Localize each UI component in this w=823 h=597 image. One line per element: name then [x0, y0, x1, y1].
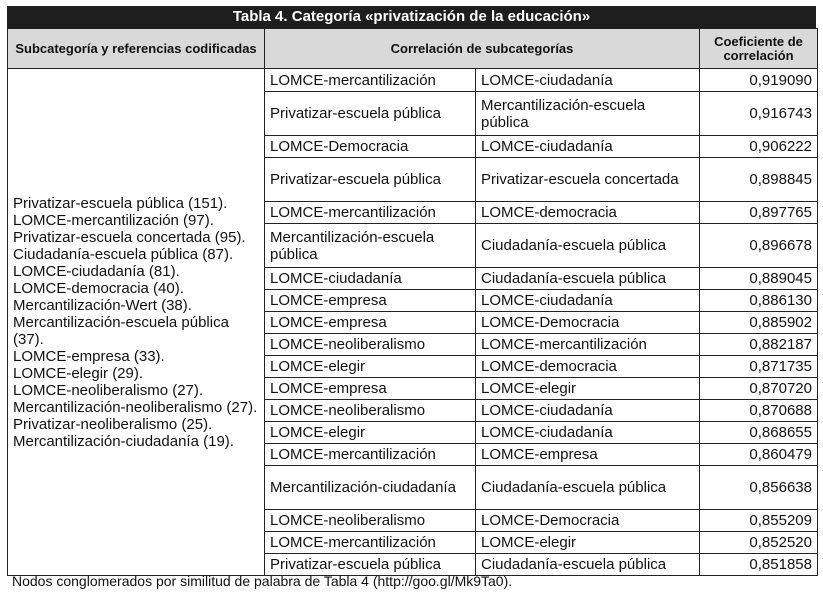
- subcategory-a-cell: LOMCE-neoliberalismo: [265, 510, 476, 532]
- coefficient-cell: 0,897765: [700, 202, 818, 224]
- coefficient-cell: 0,870688: [700, 400, 818, 422]
- subcategory-a-cell: LOMCE-mercantilización: [265, 69, 476, 92]
- table-note: Nodos conglomerados por similitud de palabra de Tabla 4 (http://goo.gl/Mk9Ta0).: [12, 573, 513, 589]
- correlation-table: [7, 28, 818, 576]
- references-cell: [8, 69, 265, 576]
- coefficient-cell: 0,916743: [700, 92, 818, 136]
- coefficient-cell: 0,886130: [700, 290, 818, 312]
- subcategory-b-cell: LOMCE-elegir: [476, 378, 700, 400]
- subcategory-a-cell: Privatizar-escuela pública: [265, 158, 476, 202]
- coefficient-cell: 0,906222: [700, 136, 818, 158]
- coefficient-cell: 0,882187: [700, 334, 818, 356]
- coefficient-cell: 0,898845: [700, 158, 818, 202]
- subcategory-b-cell: Ciudadanía-escuela pública: [476, 554, 700, 576]
- table-body: [8, 69, 818, 576]
- subcategory-a-cell: LOMCE-neoliberalismo: [265, 334, 476, 356]
- subcategory-a-cell: LOMCE-elegir: [265, 422, 476, 444]
- subcategory-a-cell: LOMCE-mercantilización: [265, 532, 476, 554]
- coefficient-cell: 0,889045: [700, 268, 818, 290]
- reference-item: Ciudadanía-escuela pública (87).: [13, 245, 234, 263]
- subcategory-b-cell: LOMCE-ciudadanía: [476, 290, 700, 312]
- coefficient-cell: 0,855209: [700, 510, 818, 532]
- subcategory-a-cell: LOMCE-ciudadanía: [265, 268, 476, 290]
- reference-item: Privatizar-escuela pública (151).: [13, 194, 228, 212]
- reference-item: LOMCE-empresa (33).: [13, 347, 165, 365]
- coefficient-cell: 0,856638: [700, 466, 818, 510]
- coefficient-cell: 0,919090: [700, 69, 818, 92]
- subcategory-a-cell: LOMCE-mercantilización: [265, 202, 476, 224]
- subcategory-a-cell: LOMCE-empresa: [265, 378, 476, 400]
- subcategory-a-cell: LOMCE-Democracia: [265, 136, 476, 158]
- reference-item: Mercantilización-Wert (38).: [13, 296, 192, 314]
- table-row: [8, 69, 818, 92]
- subcategory-a-cell: LOMCE-empresa: [265, 290, 476, 312]
- header-subcategory: Subcategoría y referencias codificadas: [8, 29, 265, 69]
- subcategory-b-cell: LOMCE-ciudadanía: [476, 69, 700, 92]
- subcategory-b-cell: LOMCE-democracia: [476, 202, 700, 224]
- subcategory-b-cell: LOMCE-empresa: [476, 444, 700, 466]
- subcategory-a-cell: LOMCE-mercantilización: [265, 444, 476, 466]
- subcategory-a-cell: Privatizar-escuela pública: [265, 92, 476, 136]
- subcategory-b-cell: Ciudadanía-escuela pública: [476, 466, 700, 510]
- subcategory-a-cell: LOMCE-empresa: [265, 312, 476, 334]
- subcategory-a-cell: LOMCE-elegir: [265, 356, 476, 378]
- subcategory-b-cell: LOMCE-Democracia: [476, 510, 700, 532]
- coefficient-cell: 0,885902: [700, 312, 818, 334]
- header-correlation: Correlación de subcategorías: [265, 29, 700, 69]
- subcategory-a-cell: Mercantilización-ciudadanía: [265, 466, 476, 510]
- reference-item: LOMCE-neoliberalismo (27).: [13, 381, 204, 399]
- reference-item: Mercantilización-escuela pública (37).: [13, 313, 229, 348]
- header-coefficient: Coeficiente de correlación: [700, 29, 818, 69]
- coefficient-cell: 0,868655: [700, 422, 818, 444]
- reference-item: LOMCE-ciudadanía (81).: [13, 262, 180, 280]
- subcategory-b-cell: Mercantilización-escuela pública: [476, 92, 700, 136]
- coefficient-cell: 0,851858: [700, 554, 818, 576]
- subcategory-a-cell: LOMCE-neoliberalismo: [265, 400, 476, 422]
- subcategory-a-cell: Privatizar-escuela pública: [265, 554, 476, 576]
- subcategory-b-cell: LOMCE-democracia: [476, 356, 700, 378]
- subcategory-b-cell: Ciudadanía-escuela pública: [476, 224, 700, 268]
- reference-item: Privatizar-neoliberalismo (25).: [13, 415, 213, 433]
- reference-item: LOMCE-elegir (29).: [13, 364, 144, 382]
- table-title: Tabla 4. Categoría «privatización de la educación»: [7, 6, 816, 28]
- coefficient-cell: 0,871735: [700, 356, 818, 378]
- reference-item: Mercantilización-neoliberalismo (27).: [13, 398, 258, 416]
- header-row: [8, 29, 818, 69]
- subcategory-b-cell: LOMCE-ciudadanía: [476, 400, 700, 422]
- coefficient-cell: 0,896678: [700, 224, 818, 268]
- subcategory-b-cell: LOMCE-elegir: [476, 532, 700, 554]
- subcategory-b-cell: LOMCE-mercantilización: [476, 334, 700, 356]
- reference-item: LOMCE-mercantilización (97).: [13, 211, 214, 229]
- subcategory-b-cell: Ciudadanía-escuela pública: [476, 268, 700, 290]
- subcategory-b-cell: LOMCE-ciudadanía: [476, 422, 700, 444]
- subcategory-b-cell: LOMCE-ciudadanía: [476, 136, 700, 158]
- coefficient-cell: 0,870720: [700, 378, 818, 400]
- coefficient-cell: 0,852520: [700, 532, 818, 554]
- subcategory-b-cell: LOMCE-Democracia: [476, 312, 700, 334]
- subcategory-a-cell: Mercantilización-escuela pública: [265, 224, 476, 268]
- reference-item: Privatizar-escuela concertada (95).: [13, 228, 246, 246]
- reference-item: LOMCE-democracia (40).: [13, 279, 184, 297]
- coefficient-cell: 0,860479: [700, 444, 818, 466]
- subcategory-b-cell: Privatizar-escuela concertada: [476, 158, 700, 202]
- reference-item: Mercantilización-ciudadanía (19).: [13, 432, 234, 450]
